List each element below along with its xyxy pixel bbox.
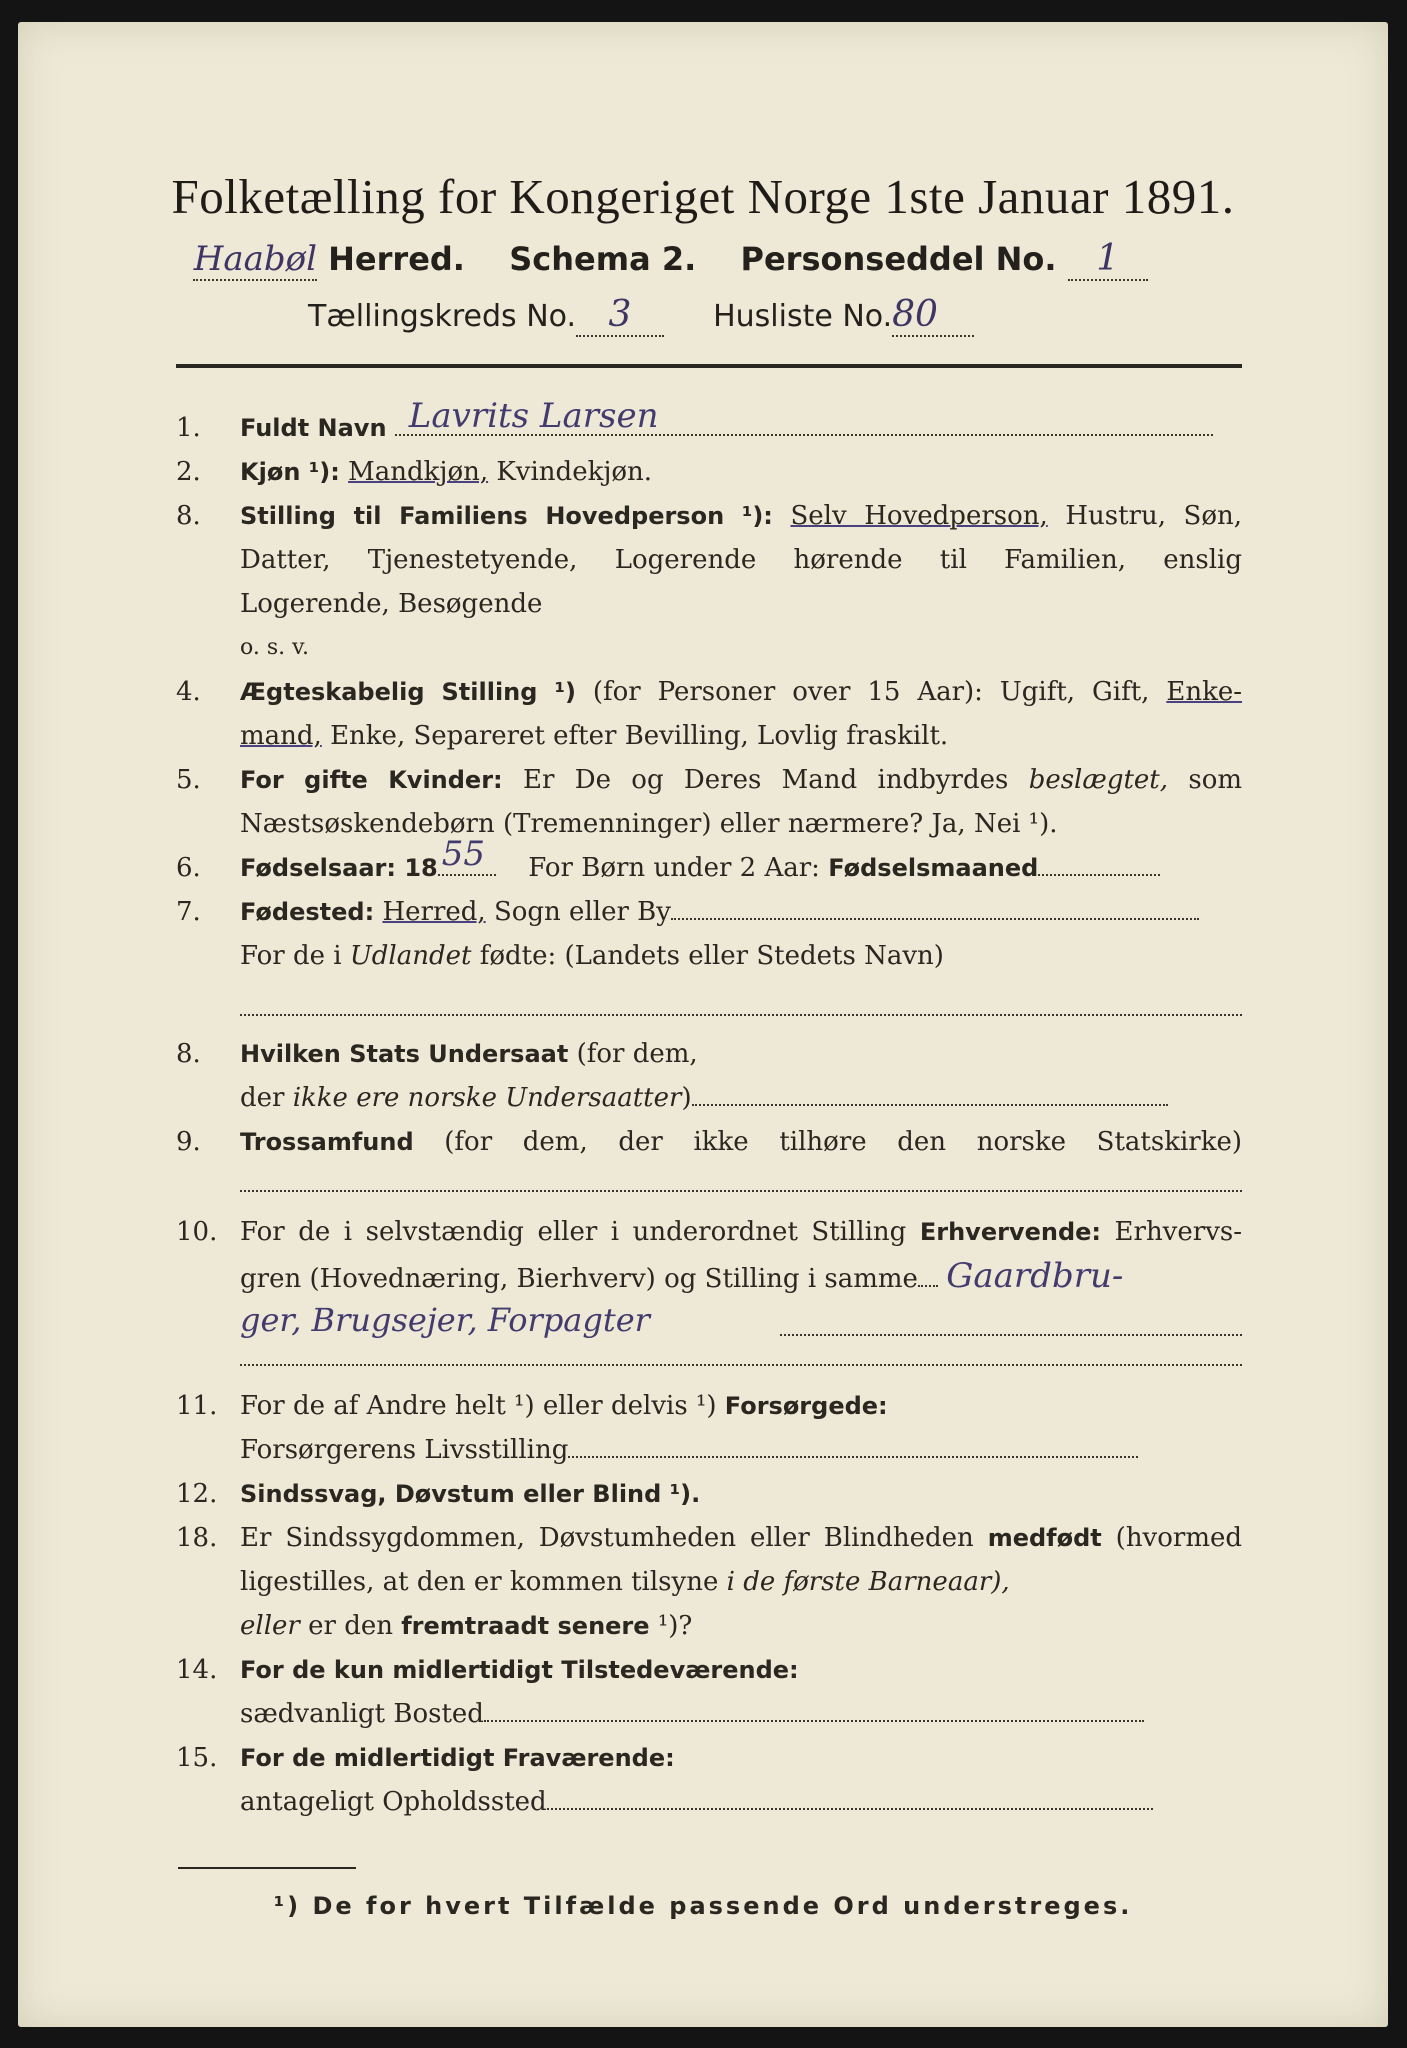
birth-month-label: Fødselsmaaned <box>828 854 1039 882</box>
family-position-label: Stilling til Familiens Hovedperson ¹): <box>240 502 773 530</box>
citizenship-italic: ikke ere norske Undersaatter <box>292 1083 682 1113</box>
item-number: 15. <box>176 1743 218 1773</box>
footnote-divider <box>178 1867 356 1869</box>
sex-label: Kjøn ¹): <box>240 458 340 486</box>
taellingskreds-label: Tællingskreds No. <box>308 299 576 334</box>
married-women-text-end: som <box>1188 765 1243 795</box>
marital-status-selected-b: mand, <box>240 721 322 751</box>
disability-onset-later: fremtraadt senere <box>401 1612 650 1640</box>
disability-onset-line3-text: er den <box>308 1611 393 1641</box>
taellingskreds-value: 3 <box>608 294 632 335</box>
dependents-label: Forsørgede: <box>724 1392 888 1420</box>
occupation-answer-b: ger, Brugsejer, Forpagter <box>240 1301 650 1339</box>
item-number: 5. <box>176 765 201 795</box>
marital-status-label: Ægteskabelig Stilling ¹) <box>240 678 576 706</box>
birth-year-answer: 55 <box>441 834 486 874</box>
herred-label: Herred. <box>328 240 465 278</box>
occupation-answer-a: Gaardbru- <box>946 1256 1124 1296</box>
personseddel-value: 1 <box>1096 238 1120 279</box>
header-row-1 <box>193 238 1148 281</box>
header-row-2 <box>308 294 974 337</box>
married-women-related: beslægtet, <box>1028 765 1169 795</box>
blank-line <box>240 1014 1242 1016</box>
married-women-label: For gifte Kvinder: <box>240 766 503 794</box>
birth-month-note: For Børn under 2 Aar: <box>528 853 820 883</box>
item-number: 2. <box>176 457 201 487</box>
item-number: 8. <box>176 1039 201 1069</box>
marital-status-options: (for Personer over 15 Aar): Ugift, Gift, <box>592 677 1150 707</box>
occupation-text-end: Erhvervs- <box>1114 1217 1243 1247</box>
birthplace-selected: Herred, <box>382 897 486 927</box>
schema-label: Schema 2. <box>509 240 697 278</box>
birth-year-label: Fødselsaar: 18 <box>240 854 438 882</box>
family-position-etc: o. s. v. <box>240 635 309 660</box>
husliste-value: 80 <box>892 294 938 335</box>
birthplace-abroad-rest: fødte: (Landets eller Stedets Navn) <box>479 941 944 971</box>
family-position-options-3: Logerende, Besøgende <box>240 589 543 619</box>
full-name-label: Fuldt Navn <box>240 414 387 442</box>
family-position-selected: Selv Hovedperson, <box>790 501 1048 531</box>
disability-onset-congenital: medfødt <box>987 1524 1102 1552</box>
full-name-answer: Lavrits Larsen <box>408 396 659 436</box>
item-number: 10. <box>176 1217 218 1247</box>
marital-status-options-2: Enke, Separeret efter Bevilling, Lovlig fraskilt. <box>330 721 949 751</box>
religion-note: (for dem, der ikke tilhøre den norske Statskirke) <box>444 1127 1242 1157</box>
married-women-text: Er De og Deres Mand indbyrdes <box>522 765 1009 795</box>
sex-option-male: Mandkjøn, <box>348 457 489 487</box>
blank-line <box>780 1334 1242 1336</box>
item-number: 7. <box>176 897 201 927</box>
provider-occupation-label: Forsørgerens Livsstilling <box>240 1435 569 1465</box>
disability-onset-text-end: (hvormed <box>1115 1523 1243 1553</box>
usual-residence-label: sædvanligt Bosted <box>240 1699 484 1729</box>
occupation-text: For de i selvstændig eller i underordnet Stilling <box>240 1217 907 1247</box>
temporary-present-label: For de kun midlertidigt Tilstedeværende: <box>240 1656 799 1684</box>
family-position-options: Hustru, Søn, <box>1065 501 1243 531</box>
blank-line <box>240 1190 1242 1192</box>
item-number: 4. <box>176 677 201 707</box>
citizenship-label: Hvilken Stats Undersaat <box>240 1040 569 1068</box>
sex-option-female: Kvindekjøn. <box>496 457 653 487</box>
herred-value: Haabøl <box>193 239 317 279</box>
husliste-label: Husliste No. <box>713 299 893 334</box>
item-number: 9. <box>176 1127 201 1157</box>
birthplace-label: Fødested: <box>240 898 375 926</box>
birthplace-abroad-text: For de i <box>240 941 342 971</box>
married-women-question: Næstsøskendebørn (Tremenninger) eller nærmere? Ja, Nei ¹). <box>240 809 1058 839</box>
disability-onset-line2-text: ligestilles, at den er kommen tilsyne <box>240 1567 719 1597</box>
item-number: 1. <box>176 413 201 443</box>
item-number: 11. <box>176 1391 218 1421</box>
census-form: Folketælling for Kongeriget Norge 1ste Januar 1891. Haabøl Herred. Schema 2. Personseddel No. 1 Tællingskreds No. 3 Husliste No.80 1. Fuldt Navn Lavrits Larsen 2. Kjøn ¹): Mandkjøn, Kvindekjøn. 8. Stilling til Familiens Hovedperson ¹): Selv Hovedperson, Hustru, Søn, Datter, Tjenestetyende, Logerende hørende til Familien, enslig Logerende, Besøgende o. s. v. 4. Ægteskabelig Stilling ¹) (for Personer over 15 Aar): Ugift, Gift, Enke- mand, Enke, Separeret efter Bevilling, Lovlig fraskilt. 5. For gifte Kvinder: Er De og Deres Mand indbyrdes beslægtet, som Næstsøskendebørn (Tremenninger) eller nærmere? Ja, Nei ¹). 6. Fødselsaar: 18 55 For Børn under 2 Aar: Fødselsmaaned 7. Fødested: Herred, Sogn eller By For de i Udlandet fødte: (Landets eller Stedets Navn) 8. Hvilken Stats Undersaat (for dem, der ikke ere norske Undersaatter) 9. Trossamfund (for dem, der ikke tilhøre den norske Statskirke) 10. For de i selvstændig eller i underordnet Stilling Erhvervende: Erhvervs- gren (Hovednæring, Bierhverv) og Stilling i samme Gaardbru- ger, Brugsejer, Forpagter 11. For de af Andre helt ¹) eller delvis ¹) Forsørgede: Forsørgerens Livsstilling 12. Sindssvag, Døvstum eller Blind ¹). 18. Er Sindssygdommen, Døvstumheden eller Blindheden medfødt (hvormed ligestilles, at den er kommen tilsyne i de første Barneaar), eller er den fremtraadt senere ¹)? 14. For de kun midlertidigt Tilstedeværende: sædvanligt Bosted 15. For de midlertidigt Fraværende: antageligt Opholdssted ¹) De for hvert Tilfælde passende Ord understreges. <box>18 22 1388 2027</box>
disability-onset-or: eller <box>240 1611 300 1641</box>
item-number: 14. <box>176 1655 218 1685</box>
blank-line <box>240 1364 1242 1366</box>
probable-residence-label: antageligt Opholdssted <box>240 1787 547 1817</box>
disability-onset-line2-italic: i de første Barneaar), <box>726 1567 1010 1597</box>
temporary-absent-label: For de midlertidigt Fraværende: <box>240 1744 675 1772</box>
religion-label: Trossamfund <box>240 1128 414 1156</box>
citizenship-text: der <box>240 1083 285 1113</box>
disability-onset-footnote-ref: ¹)? <box>657 1611 693 1641</box>
citizenship-note: (for dem, <box>576 1039 698 1069</box>
occupation-label: Erhvervende: <box>919 1218 1101 1246</box>
birthplace-options: Sogn eller By <box>493 897 671 927</box>
item-number: 8. <box>176 501 201 531</box>
item-number: 18. <box>176 1523 218 1553</box>
header-divider <box>176 364 1242 368</box>
item-number: 6. <box>176 853 201 883</box>
footnote: ¹) De for hvert Tilfælde passende Ord understreges. <box>273 1892 1133 1920</box>
dependents-text: For de af Andre helt ¹) eller delvis ¹) <box>240 1391 717 1421</box>
family-position-options-2: Datter, Tjenestetyende, Logerende hørende til Familien, enslig <box>240 545 1242 575</box>
form-title: Folketælling for Kongeriget Norge 1ste Januar 1891. <box>171 169 1235 224</box>
personseddel-label: Personseddel No. <box>740 240 1057 278</box>
marital-status-selected-a: Enke- <box>1166 677 1242 707</box>
birthplace-abroad-italic: Udlandet <box>349 941 472 971</box>
disability-onset-text: Er Sindssygdommen, Døvstumheden eller Blindheden <box>240 1523 974 1553</box>
item-number: 12. <box>176 1479 218 1509</box>
occupation-question: gren (Hovednæring, Bierhverv) og Stilling i samme <box>240 1264 918 1294</box>
disability-label: Sindssvag, Døvstum eller Blind ¹). <box>240 1480 701 1508</box>
